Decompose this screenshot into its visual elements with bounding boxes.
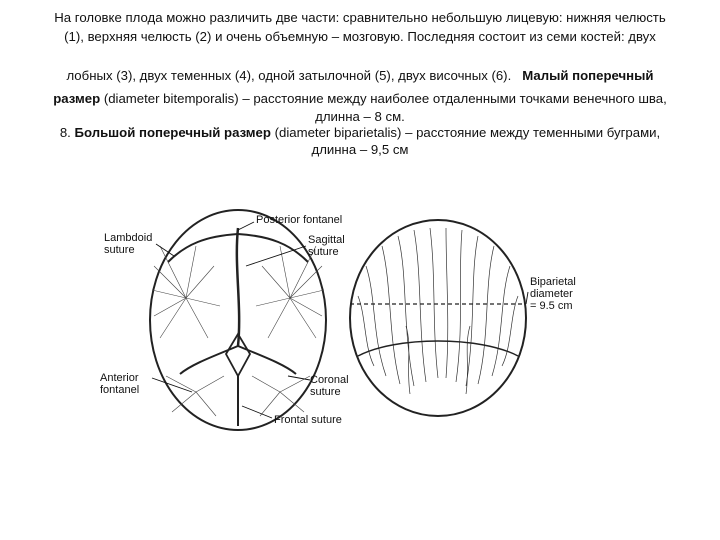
label-sagittal-2: suture (308, 246, 339, 258)
label-posterior-fontanel: Posterior fontanel (256, 214, 343, 226)
text-line-3-bold: Малый поперечный (522, 68, 654, 83)
label-lambdoid-1: Lambdoid (104, 232, 153, 244)
label-biparietal-2: diameter (530, 288, 573, 300)
label-lambdoid-2: suture (104, 244, 135, 256)
label-sagittal-1: Sagittal (308, 234, 345, 246)
text-line-4 (0, 89, 720, 108)
label-anterior-1: Anterior (100, 372, 139, 384)
text-line-2: (1), верхняя челюсть (2) и очень объемную – мозговую. Последняя состоит из семи костей: двух (64, 29, 656, 44)
text-line-4-bold: размер (53, 91, 101, 106)
text-line-6-num: 8. (59, 125, 71, 140)
skull-back-view (350, 220, 526, 416)
skull-top-view (150, 210, 326, 430)
text-line-7: длинна – 9,5 см (311, 142, 409, 157)
fetal-skull-figure (96, 206, 616, 436)
text-line-6-bold: Большой поперечный размер (74, 125, 271, 140)
skull-illustration (96, 206, 616, 436)
label-biparietal-1: Biparietal (530, 276, 576, 288)
text-line-3-normal: лобных (3), двух теменных (4), одной затылочной (5), двух височных (6). (66, 68, 512, 83)
text-line-1: На головке плода можно различить две части: сравнительно небольшую лицевую: нижняя челюсть (54, 10, 666, 25)
label-anterior-2: fontanel (100, 384, 140, 396)
label-biparietal-3: = 9.5 cm (530, 300, 573, 312)
label-coronal-1: Coronal (310, 374, 349, 386)
label-coronal-2: suture (310, 386, 341, 398)
label-frontal-suture: Frontal suture (274, 414, 342, 426)
text-line-3 (0, 66, 720, 85)
text-line-4-normal: (diameter bitemporalis) – расстояние между наиболее отдаленными точками венечного шва, (103, 91, 667, 106)
text-line-6-normal: (diameter biparietalis) – расстояние между теменными буграми, (274, 125, 661, 140)
text-line-5: длинна – 8 см. (315, 109, 405, 124)
